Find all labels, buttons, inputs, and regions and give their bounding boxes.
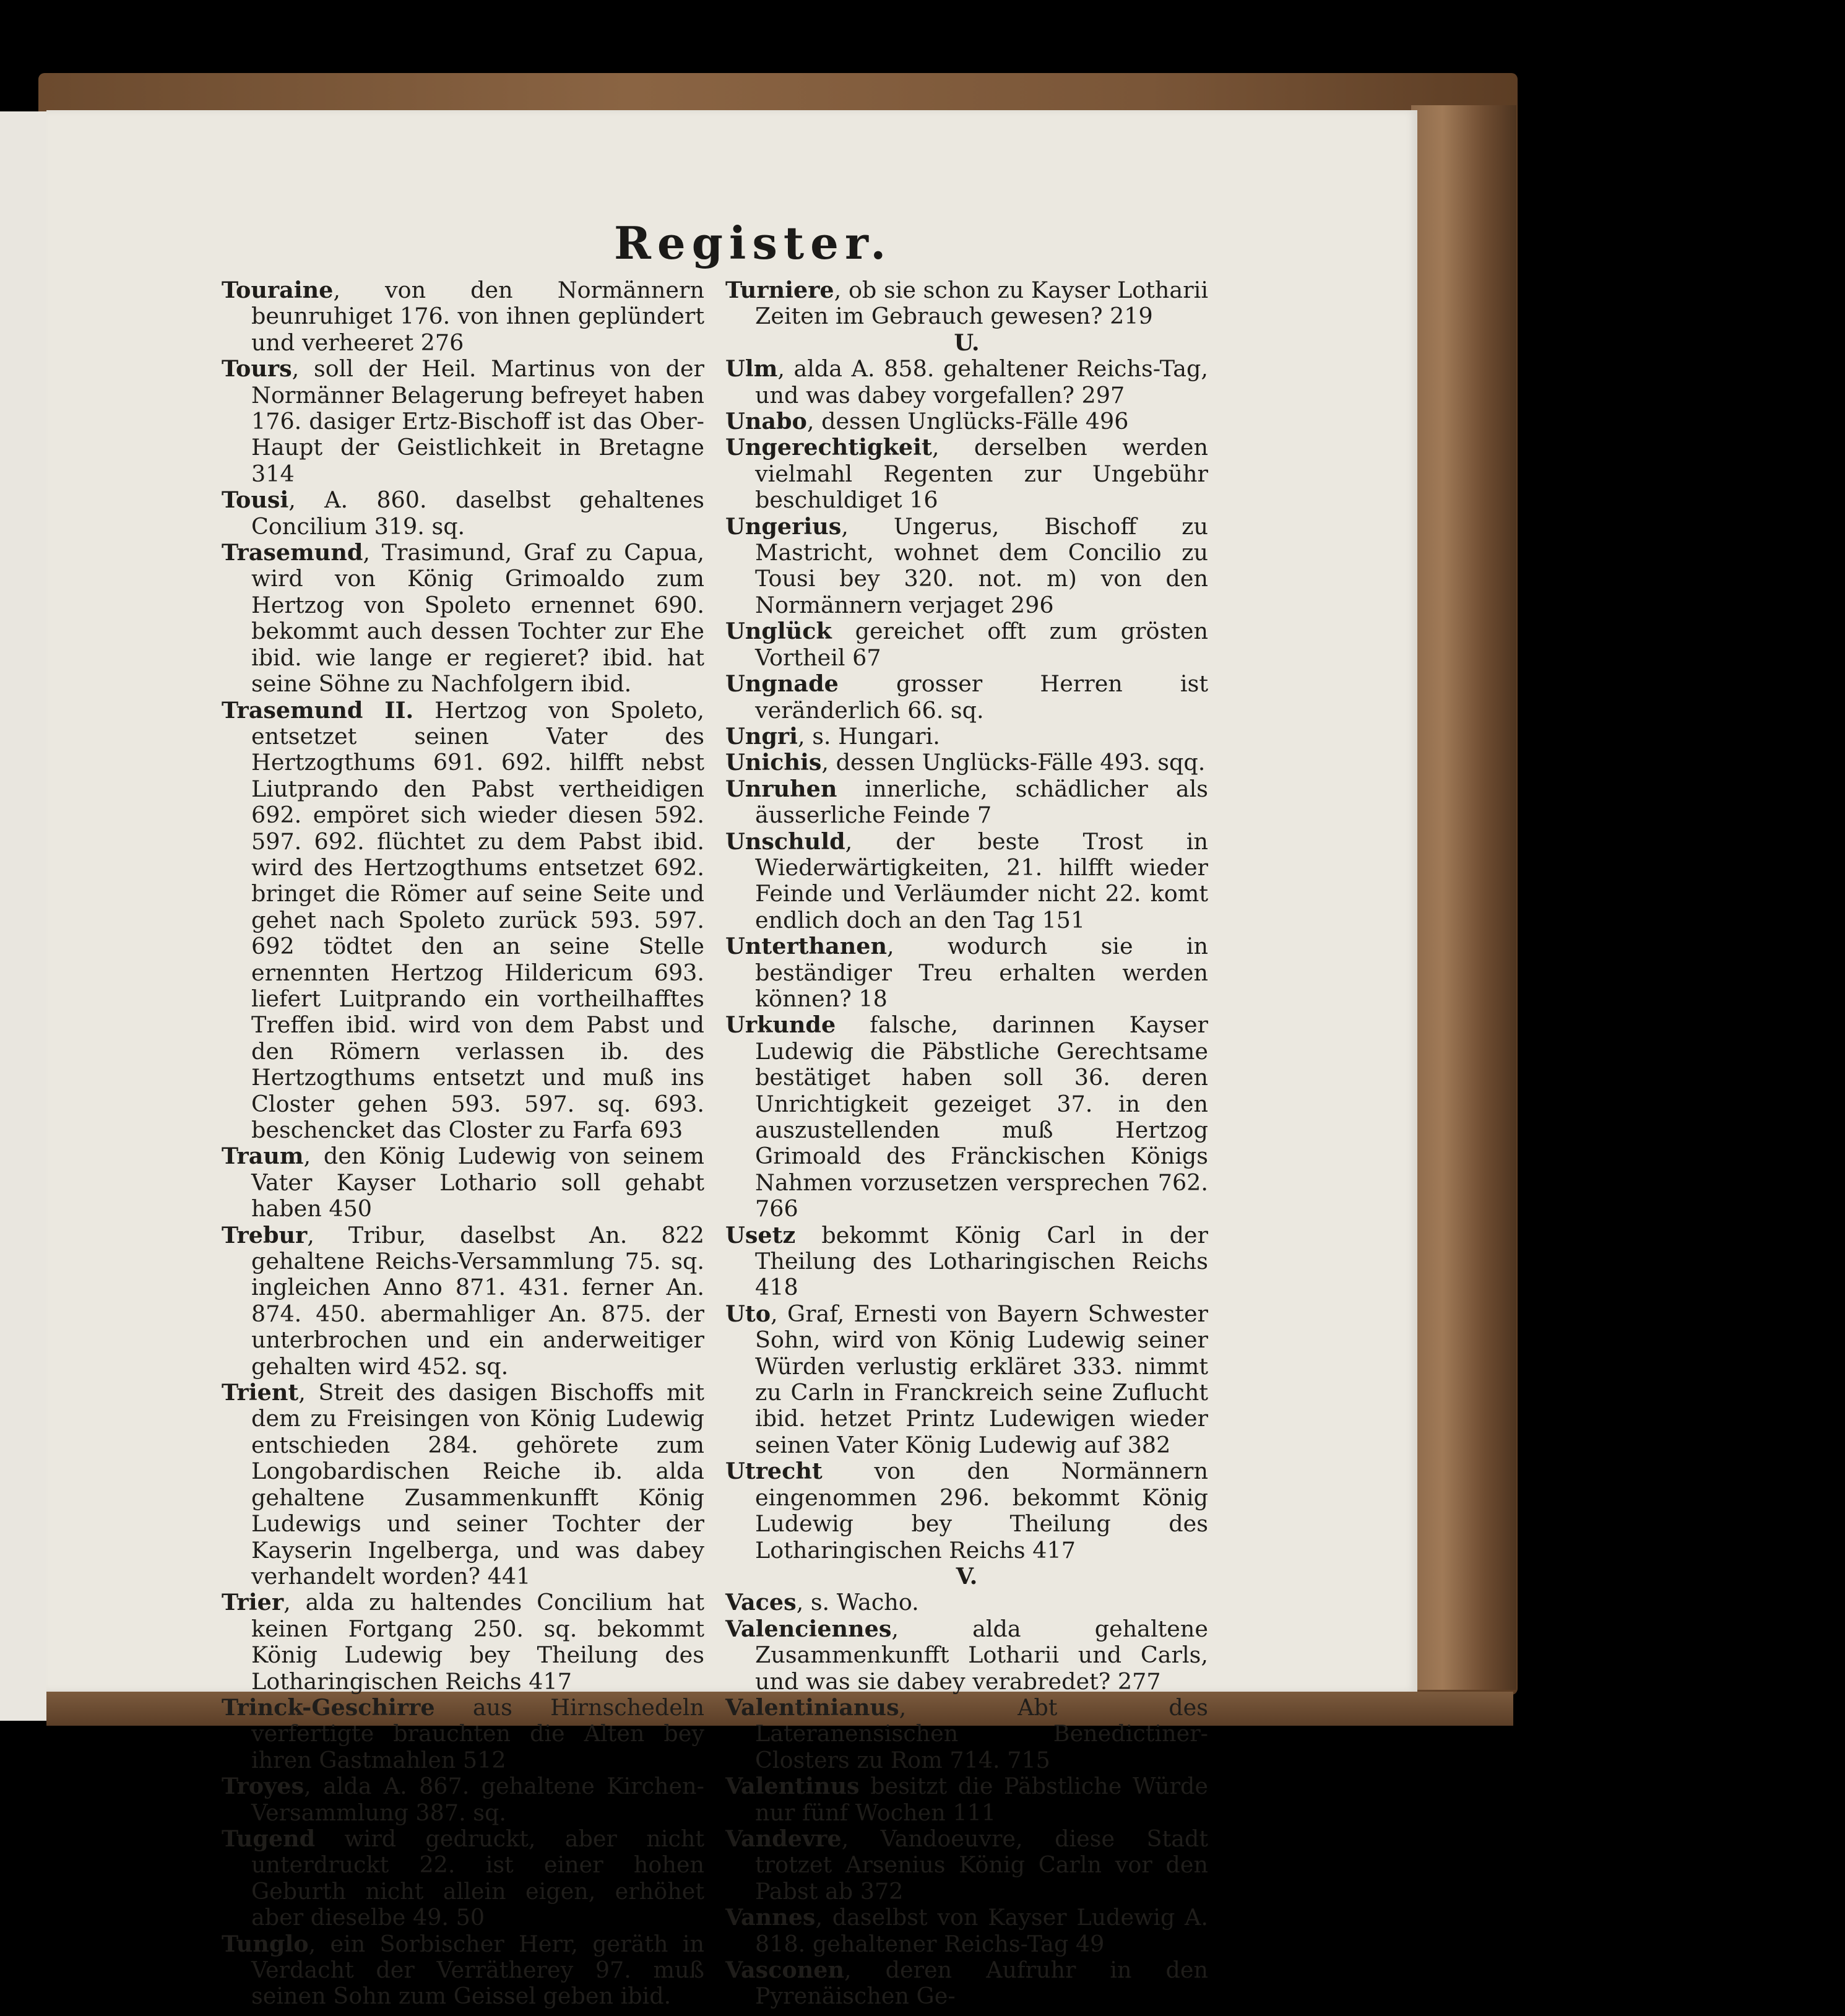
- index-entry: [725, 1905, 1208, 1957]
- entry-text: , s. Wacho.: [796, 1589, 919, 1616]
- entry-headword: Trinck-Geschirre: [222, 1694, 435, 1721]
- entry-headword: Unterthanen: [725, 933, 888, 960]
- index-entry: [725, 1590, 1208, 1616]
- index-entry: [725, 750, 1208, 776]
- index-entry: [222, 1931, 704, 2010]
- entry-text: , alda A. 858. gehaltener Reichs-Tag, und was dabey vorgefallen? 297: [755, 355, 1208, 409]
- entry-text: wird gedruckt, aber nicht unterdruckt 22. ist einer hohen Geburth nicht allein eigen, erhöhet aber dieselbe 49. 50: [251, 1825, 704, 1931]
- entry-headword: Vasconen: [725, 1957, 845, 1983]
- index-entry: [725, 776, 1208, 829]
- entry-headword: Trient: [222, 1379, 299, 1406]
- index-entry: [725, 514, 1208, 619]
- index-entry: [222, 698, 704, 1144]
- entry-text: , Ungerus, Bischoff zu Mastricht, wohnet dem Concilio zu Tousi bey 320. not. m) von den Normännern verjaget 296: [755, 513, 1208, 618]
- entry-headword: Urkunde: [725, 1011, 836, 1039]
- entry-text: besitzt die Päbstliche Würde nur fünf Wochen 111: [755, 1773, 1208, 1826]
- entry-text: von den Normännern eingenommen 296. bekommt König Ludewig bey Theilung des Lotharingischen Reichs 417: [755, 1458, 1208, 1564]
- entry-text: , von den Normännern beunruhiget 176. von ihnen geplündert und verheeret 276: [251, 277, 704, 356]
- entry-text: , Tribur, daselbst An. 822 gehaltene Reichs-Versammlung 75. sq. ingleichen Anno 871. 431. ferner An. 874. 450. abermahliger An. 875. der unterbrochen und ein anderweitiger gehalten wird 452. sq.: [251, 1221, 704, 1380]
- entry-headword: Utrecht: [725, 1458, 823, 1485]
- entry-text: , soll der Heil. Martinus von der Normänner Belagerung befreyet haben 176. dasiger Ertz-Bischoff ist das Ober-Haupt der Geistlichkeit in Bretagne 314: [251, 355, 704, 487]
- index-entry: [222, 1695, 704, 1773]
- index-entry: [725, 1695, 1208, 1773]
- entry-headword: Trasemund II.: [222, 696, 414, 724]
- entry-headword: Uto: [725, 1300, 771, 1327]
- page-title: Register.: [614, 217, 892, 269]
- entry-headword: Vannes: [725, 1904, 816, 1931]
- entry-headword: Ungerechtigkeit: [725, 434, 932, 461]
- entry-headword: Ulm: [725, 355, 778, 383]
- entry-text: , Streit des dasigen Bischoffs mit dem zu Freisingen von König Ludewig entschieden 284. gehörete zum Longobardischen Reiche ib. alda gehaltene Zusammenkunfft König Ludewigs und seiner Tochter der Kayserin Ingelberga, und was dabey verhandelt worden? 441: [251, 1379, 704, 1590]
- entry-text: Hertzog von Spoleto, entsetzet seinen Vater des Hertzogthums 691. 692. hilfft nebst Liutprando den Pabst vertheidigen 692. empöret sich wieder diesen 592. 597. 692. flüchtet zu dem Pabst ibid. wird des Hertzogthums entsetzet 692. bringet die Römer auf seine Seite und gehet nach Spoleto zurück 593. 597. 692 tödtet den an seine Stelle ernennten Hertzog Hildericum 693. liefert Luitprando ein vortheilhafftes Treffen ibid. wird von dem Pabst und den Römern verlassen ib. des Hertzogthums entsetzt und muß ins Closter gehen 593. 597. sq. 693. beschencket das Closter zu Farfa 693: [251, 696, 705, 1143]
- index-entry: [725, 1616, 1208, 1695]
- entry-headword: Unschuld: [725, 828, 845, 855]
- book-spine-edge: [1411, 105, 1516, 1690]
- entry-text: , Vandoeuvre, diese Stadt trotzet Arsenius König Carln vor den Pabst ab 372: [755, 1825, 1208, 1905]
- entry-text: , deren Aufruhr in den Pyrenäischen Ge-: [755, 1957, 1208, 2010]
- index-entry: [222, 1222, 704, 1380]
- right-column: [725, 277, 1208, 2010]
- entry-text: bekommt König Carl in der Theilung des Lotharingischen Reichs 418: [755, 1221, 1208, 1301]
- index-entry: [222, 1380, 704, 1590]
- entry-text: , A. 860. daselbst gehaltenes Concilium 319. sq.: [251, 487, 704, 540]
- left-column: [222, 277, 704, 2010]
- entry-text: , wodurch sie in beständiger Treu erhalten werden können? 18: [755, 933, 1208, 1012]
- entry-headword: Valentinianus: [725, 1694, 899, 1721]
- entry-text: , s. Hungari.: [798, 722, 940, 750]
- index-entry: [725, 1826, 1208, 1905]
- entry-headword: Tunglo: [222, 1930, 309, 1957]
- index-entry: [725, 933, 1208, 1012]
- entry-headword: Tugend: [222, 1825, 316, 1852]
- index-entry: [725, 618, 1208, 671]
- entry-text: , ein Sorbischer Herr, geräth in Verdacht der Verrätherey 97. muß seinen Sohn zum Geissel geben ibid.: [251, 1930, 704, 2010]
- entry-text: grosser Herren ist veränderlich 66. sq.: [755, 670, 1208, 724]
- entry-headword: Trasemund: [222, 539, 363, 566]
- entry-text: gereichet offt zum grösten Vortheil 67: [755, 618, 1208, 671]
- entry-headword: Vandevre: [725, 1825, 842, 1852]
- entry-text: , alda gehaltene Zusammenkunfft Lotharii und Carls, und was sie dabey verabredet? 277: [755, 1615, 1208, 1695]
- entry-headword: Unabo: [725, 408, 807, 435]
- entry-text: falsche, darinnen Kayser Ludewig die Päbstliche Gerechtsame bestätiget haben soll 36. deren Unrichtigkeit gezeiget 37. in den auszustellenden muß Hertzog Grimoald des Fränckischen Königs Nahmen vorzusetzen versprechen 762. 766: [755, 1011, 1208, 1222]
- index-entry: [725, 1222, 1208, 1301]
- entry-text: innerliche, schädlicher als äusserliche Feinde 7: [755, 775, 1208, 829]
- index-entry: [222, 1143, 704, 1222]
- entry-headword: Tours: [222, 355, 292, 383]
- index-entry: [725, 671, 1208, 724]
- index-entry: [725, 356, 1208, 409]
- index-entry: [725, 435, 1208, 513]
- entry-text: , alda A. 867. gehaltene Kirchen-Versammlung 387. sq.: [251, 1773, 704, 1826]
- entry-text: , der beste Trost in Wiederwärtigkeiten, 21. hilfft wieder Feinde und Verläumder nicht 22. komt endlich doch an den Tag 151: [755, 828, 1208, 933]
- entry-headword: Unichis: [725, 749, 822, 776]
- entry-headword: Touraine: [222, 277, 334, 303]
- index-entry: [725, 1012, 1208, 1222]
- entry-headword: Ungerius: [725, 513, 842, 540]
- entry-headword: Vaces: [725, 1589, 797, 1616]
- entry-text: , Graf, Ernesti von Bayern Schwester Sohn, wird von König Ludewig seiner Würden verlustig erkläret 333. nimmt zu Carln in Franckreich seine Zuflucht ibid. hetzet Printz Ludewigen wieder seinen Vater König Ludewig auf 382: [755, 1300, 1208, 1458]
- index-entry: [725, 829, 1208, 934]
- entry-text: , Trasimund, Graf zu Capua, wird von König Grimoaldo zum Hertzog von Spoleto ernennet 690. bekommt auch dessen Tochter zur Ehe ibid. wie lange er regieret? ibid. hat seine Söhne zu Nachfolgern ibid.: [251, 539, 704, 698]
- section-letter: V.: [956, 1562, 978, 1590]
- entry-text: aus Hirnschedeln verfertigte brauchten die Alten bey ihren Gastmahlen 512: [251, 1694, 704, 1773]
- entry-text: , derselben werden vielmahl Regenten zur Ungebühr beschuldiget 16: [755, 434, 1208, 514]
- index-entry: [725, 1957, 1208, 2010]
- index-entry: [725, 409, 1208, 435]
- index-entry: [222, 1826, 704, 1931]
- index-entry: [725, 1773, 1208, 1826]
- entry-text: , den König Ludewig von seinem Vater Kayser Lothario soll gehabt haben 450: [251, 1143, 704, 1222]
- entry-headword: Turniere: [725, 277, 834, 303]
- entry-headword: Unruhen: [725, 775, 837, 802]
- entry-headword: Troyes: [222, 1773, 305, 1800]
- entry-text: , ob sie schon zu Kayser Lotharii Zeiten im Gebrauch gewesen? 219: [755, 277, 1208, 330]
- index-entry: [222, 540, 704, 697]
- entry-headword: Ungri: [725, 722, 798, 750]
- index-entry: [725, 1458, 1208, 1564]
- entry-text: , Abt des Lateranensischen Benedictiner-Closters zu Rom 714. 715: [755, 1694, 1208, 1773]
- entry-headword: Usetz: [725, 1221, 796, 1248]
- index-entry: [725, 1301, 1208, 1458]
- index-entry: [725, 724, 1208, 750]
- entry-headword: Trebur: [222, 1221, 308, 1248]
- index-entry: [222, 356, 704, 487]
- entry-headword: Unglück: [725, 618, 832, 645]
- section-letter: U.: [954, 329, 980, 356]
- index-entry: [222, 487, 704, 540]
- entry-text: , alda zu haltendes Concilium hat keinen Fortgang 250. sq. bekommt König Ludewig bey Theilung des Lotharingischen Reichs 417: [251, 1589, 704, 1695]
- entry-headword: Valentinus: [725, 1773, 860, 1800]
- index-entry: [222, 1590, 704, 1695]
- entry-headword: Ungnade: [725, 670, 839, 698]
- index-entry: [725, 277, 1208, 330]
- left-page-edge: [0, 111, 46, 1721]
- index-entry: [222, 1773, 704, 1826]
- entry-headword: Tousi: [222, 487, 289, 514]
- index-entry: [222, 277, 704, 356]
- entry-text: , dessen Unglücks-Fälle 493. sqq.: [821, 749, 1206, 776]
- entry-text: , daselbst von Kayser Ludewig A. 818. gehaltener Reichs-Tag 49: [755, 1904, 1208, 1957]
- entry-headword: Trier: [222, 1589, 284, 1616]
- entry-headword: Traum: [222, 1143, 304, 1170]
- entry-headword: Valenciennes: [725, 1615, 892, 1642]
- entry-text: , dessen Unglücks-Fälle 496: [806, 408, 1129, 435]
